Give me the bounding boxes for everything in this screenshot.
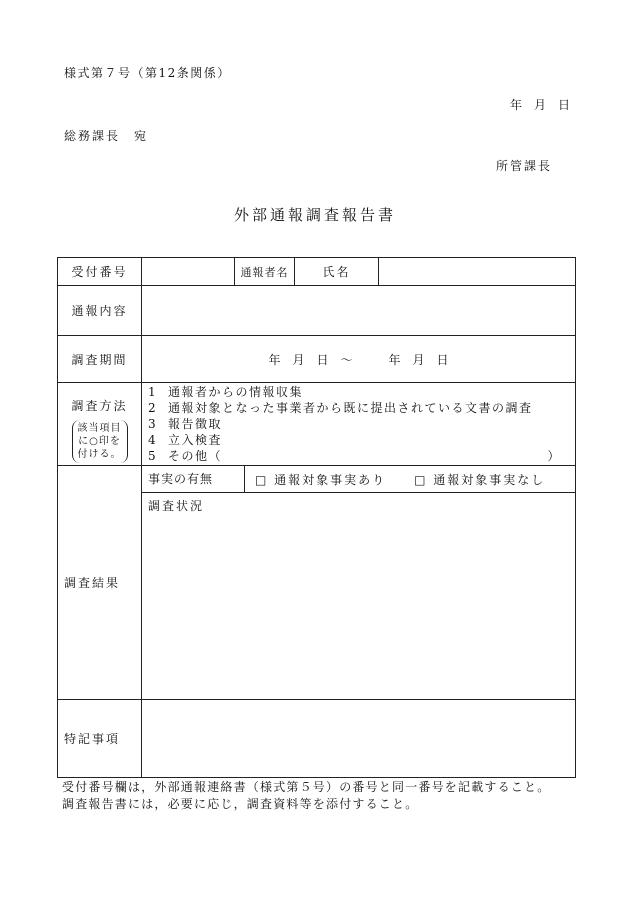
method-item[interactable]: 1 通報者からの情報収集: [148, 385, 304, 399]
sender: 所管課長: [496, 159, 553, 173]
period-label: 調査期間: [58, 336, 142, 383]
method-note-line: 付ける。: [77, 449, 122, 460]
date-field: 年 月 日: [510, 98, 571, 112]
fact-option-no-checkbox[interactable]: □ 通報対象事実なし: [414, 472, 546, 487]
informant-name-label: 通報者名: [235, 258, 295, 286]
method-item[interactable]: 2 通報対象となった事業者から既に提出されている文書の調査: [148, 401, 533, 415]
footnotes: [62, 779, 550, 813]
footnote: 調査報告書には，必要に応じ，調査資料等を添付すること。: [62, 797, 419, 811]
close-paren: ）: [547, 449, 561, 463]
method-label-cell: [58, 383, 142, 466]
result-cell: [142, 466, 576, 700]
period-field[interactable]: 年 月 日 〜 年 月 日: [142, 336, 576, 383]
fact-options: [245, 471, 575, 488]
method-item[interactable]: 3 報告徴取: [148, 417, 223, 431]
name-label: 氏名: [295, 258, 379, 286]
method-note-line: 該当項目: [77, 423, 122, 434]
status-label: 調査状況: [148, 499, 205, 513]
report-form-table: [57, 257, 576, 778]
method-item-other[interactable]: 5 その他（ ）: [148, 449, 561, 463]
result-label: 調査結果: [58, 466, 142, 700]
method-item[interactable]: 4 立入検査: [148, 433, 223, 447]
report-content-field[interactable]: [142, 286, 576, 336]
method-note: [72, 420, 128, 463]
addressee: 総務課長 宛: [64, 129, 149, 143]
fact-option-yes-checkbox[interactable]: □ 通報対象事実あり: [255, 472, 387, 487]
footnote: 受付番号欄は，外部通報連絡書（様式第５号）の番号と同一番号を記載すること。: [62, 780, 551, 794]
report-content-label: 通報内容: [58, 286, 142, 336]
method-label: 調査方法: [71, 399, 128, 413]
method-list: [142, 383, 576, 466]
receipt-number-field[interactable]: [142, 258, 235, 286]
remarks-field[interactable]: [142, 700, 576, 778]
form-number: 様式第７号（第12条関係）: [64, 66, 231, 80]
receipt-number-label: 受付番号: [58, 258, 142, 286]
remarks-label: 特記事項: [58, 700, 142, 778]
fact-label: 事実の有無: [142, 466, 245, 492]
document-title: 外部通報調査報告書: [233, 206, 396, 224]
fact-row: [142, 466, 575, 493]
method-note-line: に○印を: [78, 436, 121, 447]
name-field[interactable]: [379, 258, 576, 286]
